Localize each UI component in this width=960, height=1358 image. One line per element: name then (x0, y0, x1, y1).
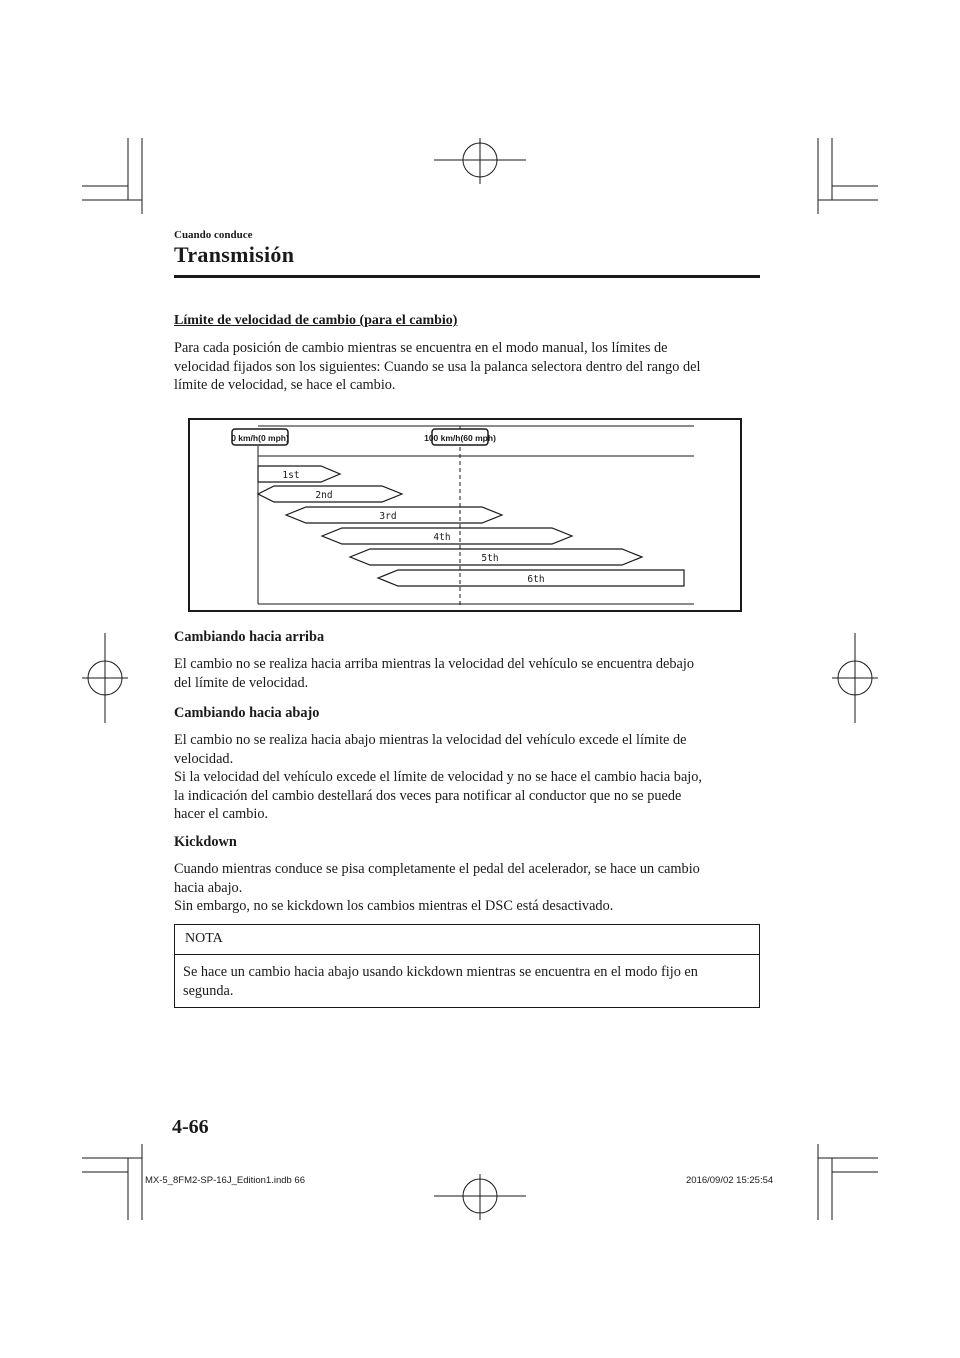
footer-timestamp: 2016/09/02 15:25:54 (686, 1175, 774, 1186)
section-line: velocidad. (174, 750, 234, 767)
section-heading: Cambiando hacia arriba (174, 629, 325, 645)
intro-line: Para cada posición de cambio mientras se encuentra en el modo manual, los límites de (174, 340, 668, 356)
section-line: hacia abajo. (174, 879, 243, 896)
section-heading: Kickdown (174, 834, 237, 850)
intro-paragraph (174, 339, 764, 395)
section-heading: Cambiando hacia abajo (174, 705, 320, 721)
section-paragraph (174, 860, 764, 916)
section-line: El cambio no se realiza hacia abajo mientras la velocidad del vehículo excede el límite de (174, 732, 687, 748)
section-line: Si la velocidad del vehículo excede el límite de velocidad y no se hace el cambio hacia bajo, (174, 769, 702, 785)
intro-line: velocidad fijados son los siguientes: Cuando se usa la palanca selectora dentro del rango del (174, 358, 701, 375)
footer-filename: MX-5_8FM2-SP-16J_Edition1.indb 66 (145, 1175, 306, 1186)
subsection-title: Límite de velocidad de cambio (para el cambio) (174, 313, 458, 328)
gear-label-2nd: 2nd (315, 490, 333, 501)
note-label: NOTA (185, 931, 223, 946)
section-line: Cuando mientras conduce se pisa completamente el pedal del acelerador, se hace un cambio (174, 861, 700, 877)
gear-label-3rd: 3rd (379, 511, 397, 522)
note-header (175, 925, 759, 955)
section-label: Cuando conduce (174, 229, 253, 241)
section-paragraph (174, 731, 764, 824)
section-line: El cambio no se realiza hacia arriba mientras la velocidad del vehículo se encuentra debajo (174, 656, 695, 672)
note-box (174, 924, 760, 1008)
gear-speed-diagram (188, 418, 742, 612)
section-line: del límite de velocidad. (174, 674, 309, 691)
gear-label-6th: 6th (527, 574, 545, 585)
page-title: Transmisión (174, 242, 295, 267)
section-line: Sin embargo, no se kickdown los cambios mientras el DSC está desactivado. (174, 898, 614, 914)
gear-label-1st: 1st (282, 470, 300, 481)
note-line: Se hace un cambio hacia abajo usando kickdown mientras se encuentra en el modo fijo en (183, 964, 698, 980)
intro-line: límite de velocidad, se hace el cambio. (174, 377, 396, 393)
title-divider (174, 275, 760, 278)
gear-label-5th: 5th (481, 553, 499, 564)
section-line: hacer el cambio. (174, 806, 269, 822)
note-text (183, 963, 753, 1000)
gear-label-4th: 4th (433, 532, 451, 543)
section-paragraph (174, 655, 764, 692)
start-speed-label: 0 km/h(0 mph) (231, 433, 289, 443)
gear-diagram-canvas (190, 420, 740, 610)
mark-speed-label: 100 km/h(60 mph) (424, 433, 496, 443)
note-line: segunda. (183, 982, 234, 999)
page-number: 4-66 (172, 1116, 209, 1138)
section-line: la indicación del cambio destellará dos veces para notificar al conductor que no se puede (174, 787, 682, 804)
